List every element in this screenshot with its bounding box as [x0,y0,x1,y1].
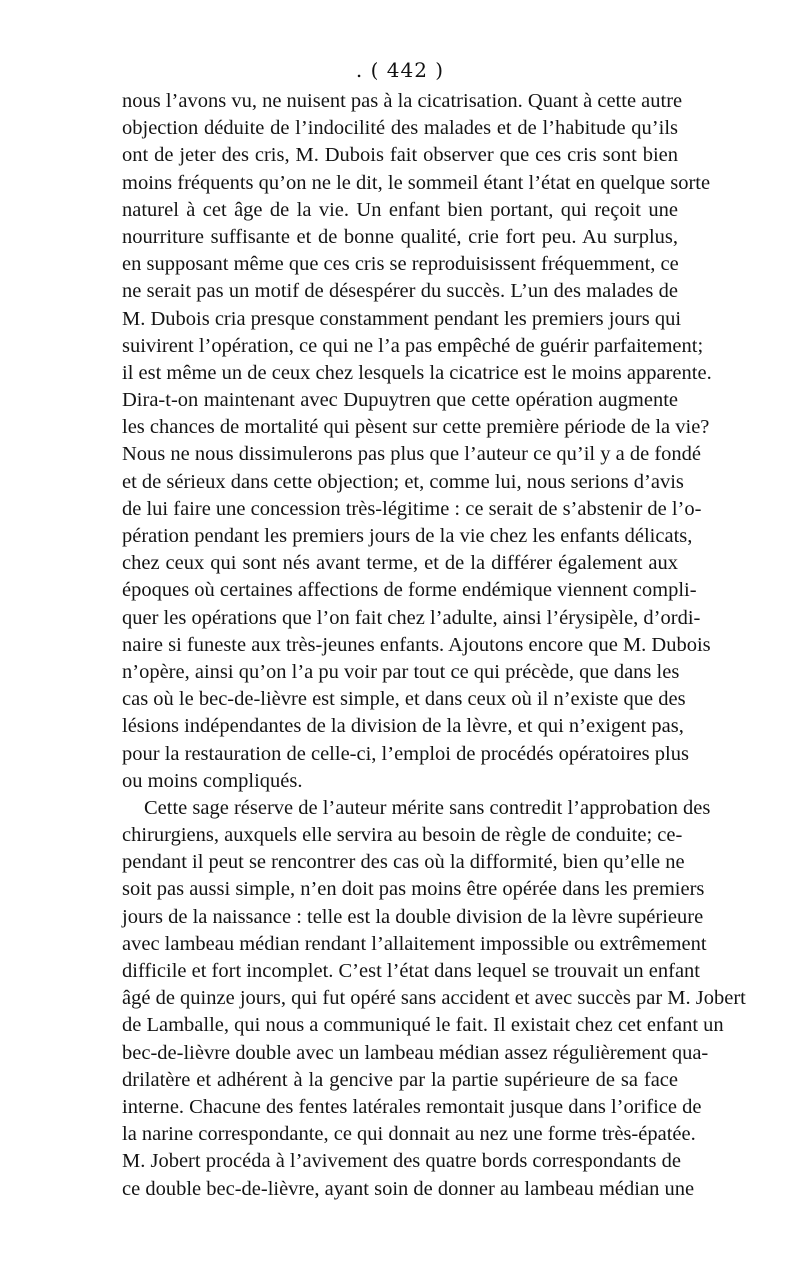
text-line: pendant il peut se rencontrer des cas où la difformité, bien qu’elle ne [122,851,685,874]
text-line: difficile et fort incomplet. C’est l’état dans lequel se trouvait un enfant [122,960,700,982]
text-line: moins fréquents qu’on ne le dit, le sommeil étant l’état en quelque sorte [122,171,711,194]
text-line: M. Dubois cria presque constamment pendant les premiers jours qui [122,307,682,330]
text-line: naire si funeste aux très-jeunes enfants. Ajoutons encore que M. Dubois [122,633,711,656]
text-line: ne serait pas un motif de désespérer du succès. L’un des malades de [122,280,678,303]
text-line: âgé de quinze jours, qui fut opéré sans accident et avec succès par M. Jobert [122,987,746,1010]
text-line: nourriture suffisante et de bonne qualité, crie fort peu. Au surplus, [122,225,678,248]
text-line: jours de la naissance : telle est la double division de la lèvre supérieure [122,905,704,928]
text-line: il est même un de ceux chez lesquels la cicatrice est le moins apparente. [122,361,712,384]
text-line: suivirent l’opération, ce qui ne l’a pas empêché de guérir parfaitement; [122,334,704,357]
text-line: n’opère, ainsi qu’on l’a pu voir par tout ce qui précède, que dans les [122,660,680,683]
text-line: la narine correspondante, ce qui donnait au nez une forme très-épatée. [122,1123,696,1146]
text-line: objection déduite de l’indocilité des malades et de l’habitude qu’ils [122,117,678,140]
text-line: naturel à cet âge de la vie. Un enfant bien portant, qui reçoit une [122,198,678,221]
text-line: de Lamballe, qui nous a communiqué le fait. Il existait chez cet enfant un [122,1014,724,1037]
body-text [122,88,746,1203]
text-line: nous l’avons vu, ne nuisent pas à la cicatrisation. Quant à cette autre [122,90,683,112]
text-line: en supposant même que ces cris se reproduisissent fréquemment, ce [122,253,679,276]
text-line: Nous ne nous dissimulerons pas plus que l’auteur ce qu’il y a de fondé [122,443,702,466]
text-line: époques où certaines affections de forme endémique viennent compli- [122,579,697,602]
text-line: et de sérieux dans cette objection; et, comme lui, nous serions d’avis [122,470,684,493]
text-line: chirurgiens, auxquels elle servira au besoin de règle de conduite; ce- [122,824,683,847]
text-line: Dira-t-on maintenant avec Dupuytren que cette opération augmente [122,389,678,412]
text-line: ont de jeter des cris, M. Dubois fait observer que ces cris sont bien [122,144,678,167]
text-line: lésions indépendantes de la division de la lèvre, et qui n’exigent pas, [122,715,684,738]
text-line: de lui faire une concession très-légitime : ce serait de s’abstenir de l’o- [122,497,702,520]
text-line: soit pas aussi simple, n’en doit pas moins être opérée dans les premiers [122,878,705,901]
text-line: quer les opérations que l’on fait chez l’adulte, ainsi l’érysipèle, d’ordi- [122,606,701,629]
text-line: bec-de-lièvre double avec un lambeau médian assez régulièrement qua- [122,1041,709,1064]
text-line: cas où le bec-de-lièvre est simple, et dans ceux où il n’existe que des [122,688,686,711]
text-line: drilatère et adhérent à la gencive par la partie supérieure de sa face [122,1068,678,1091]
text-line: interne. Chacune des fentes latérales remontait jusque dans l’orifice de [122,1095,702,1118]
text-line: M. Jobert procéda à l’avivement des quatre bords correspondants de [122,1150,682,1173]
text-line: avec lambeau médian rendant l’allaitement impossible ou extrêmement [122,932,707,955]
text-line: ce double bec-de-lièvre, ayant soin de donner au lambeau médian une [122,1177,695,1200]
text-line: Cette sage réserve de l’auteur mérite sans contredit l’approbation des [144,796,711,819]
text-line: pération pendant les premiers jours de la vie chez les enfants délicats, [122,525,693,547]
text-line: les chances de mortalité qui pèsent sur cette première période de la vie? [122,416,710,439]
text-line: chez ceux qui sont nés avant terme, et de la différer également aux [122,552,678,575]
text-line: ou moins compliqués. [122,769,303,792]
text-line: pour la restauration de celle-ci, l’emploi de procédés opératoires plus [122,742,689,765]
page-number: . ( 442 ) [355,58,445,82]
